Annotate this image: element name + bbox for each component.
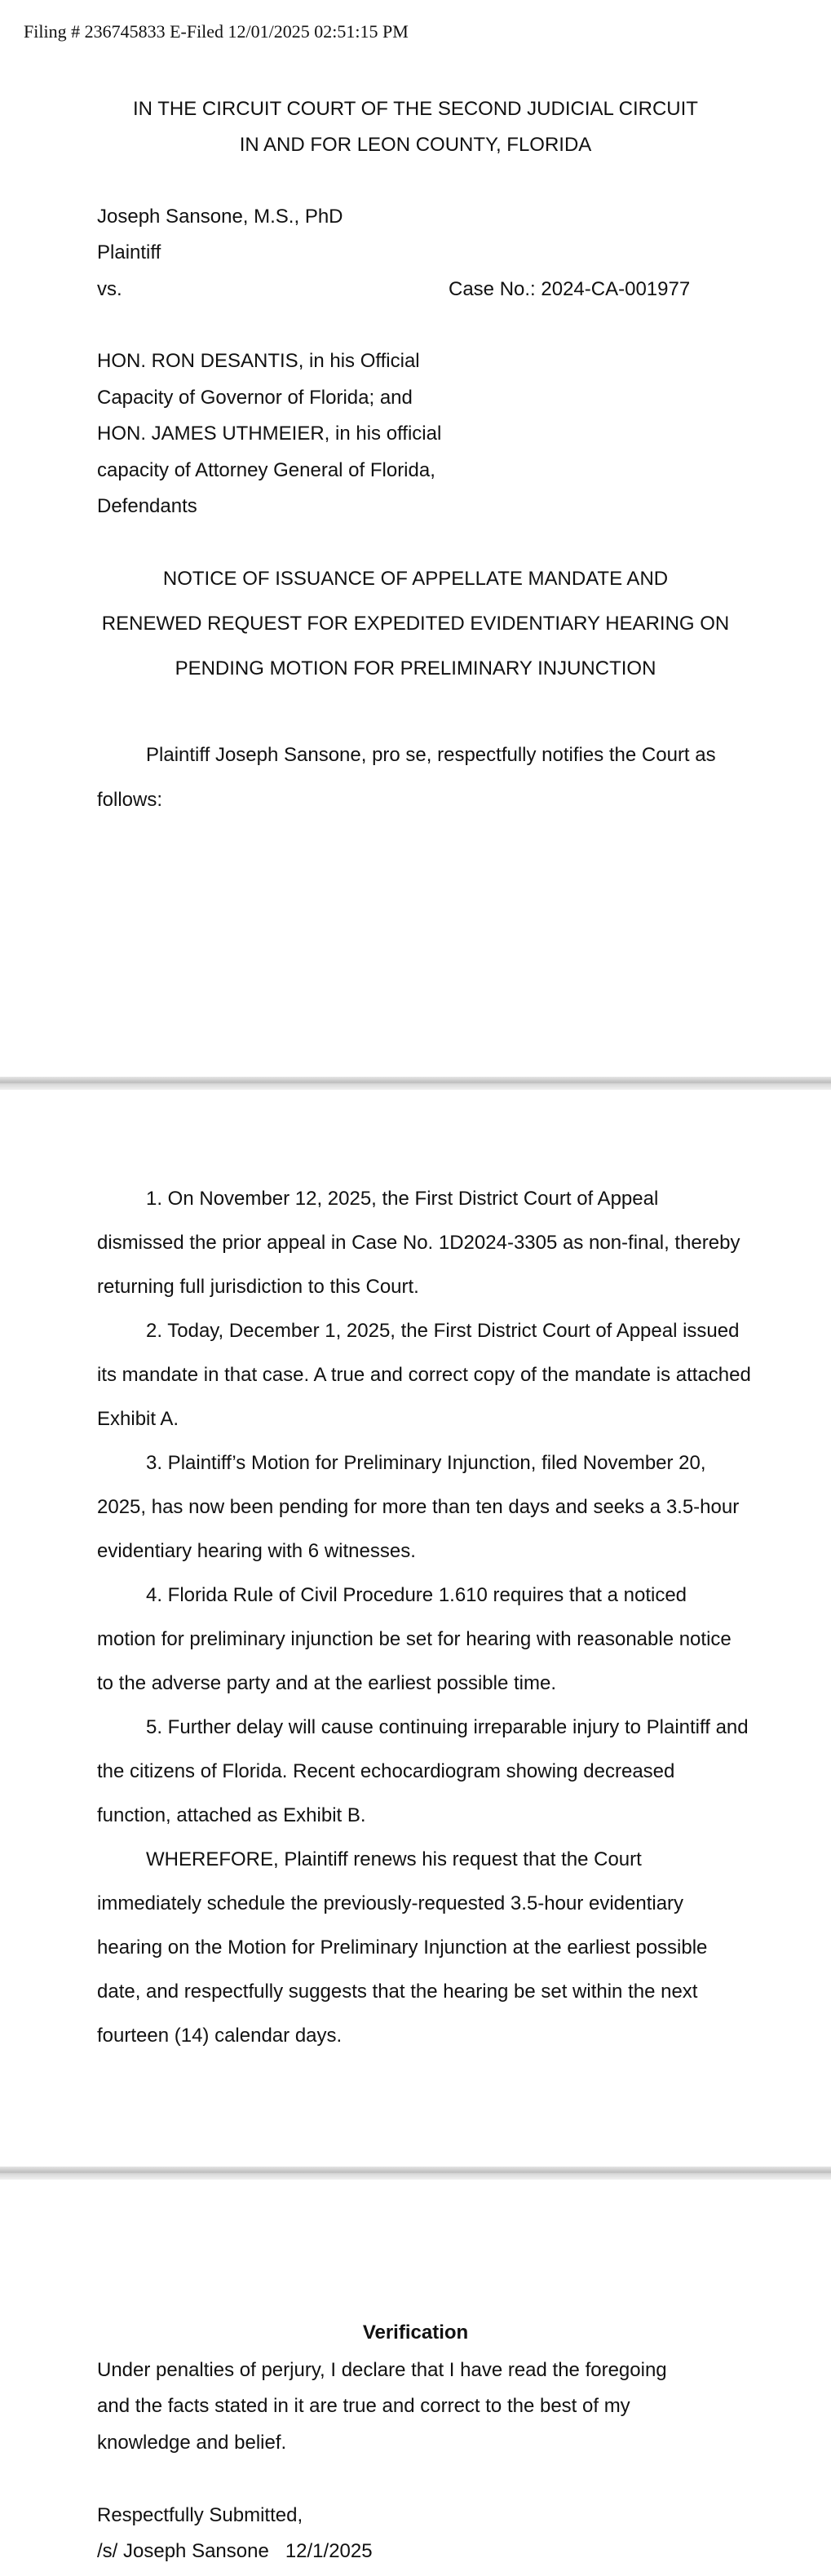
plaintiff-name: Joseph Sansone, M.S., PhD [97, 206, 343, 228]
paragraph-2-line: 2. Today, December 1, 2025, the First District Court of Appeal issued [146, 1320, 740, 1342]
court-line-1: IN THE CIRCUIT COURT OF THE SECOND JUDICIAL CIRCUIT [133, 98, 698, 120]
court-line-2: IN AND FOR LEON COUNTY, FLORIDA [239, 134, 592, 156]
title-line-2: RENEWED REQUEST FOR EXPEDITED EVIDENTIARY HEARING ON [101, 613, 730, 635]
intro-line-1: Plaintiff Joseph Sansone, pro se, respectfully notifies the Court as [146, 744, 716, 766]
page-separator [0, 1077, 831, 1090]
paragraph-1-line: 1. On November 12, 2025, the First District Court of Appeal [146, 1188, 659, 1210]
verification-heading: Verification [362, 2321, 469, 2344]
paragraph-5-line: the citizens of Florida. Recent echocardiogram showing decreased [97, 1760, 675, 1782]
paragraph-4-line: motion for preliminary injunction be set for hearing with reasonable notice [97, 1628, 732, 1650]
paragraph-4-line: 4. Florida Rule of Civil Procedure 1.610 requires that a noticed [146, 1584, 687, 1606]
paragraph-5-line: 5. Further delay will cause continuing irreparable injury to Plaintiff and [146, 1716, 749, 1738]
defendant-line: capacity of Attorney General of Florida, [97, 459, 435, 481]
wherefore-line: hearing on the Motion for Preliminary Injunction at the earliest possible [97, 1936, 708, 1959]
paragraph-3-line: 3. Plaintiff’s Motion for Preliminary Injunction, filed November 20, [146, 1452, 706, 1474]
defendant-line: Capacity of Governor of Florida; and [97, 387, 413, 409]
plaintiff-label: Plaintiff [97, 241, 161, 263]
wherefore-line: fourteen (14) calendar days. [97, 2025, 343, 2047]
title-line-1: NOTICE OF ISSUANCE OF APPELLATE MANDATE AND [162, 568, 669, 590]
paragraph-1-line: returning full jurisdiction to this Court. [97, 1276, 419, 1298]
verification-line: Under penalties of perjury, I declare that I have read the foregoing [97, 2359, 667, 2381]
verification-line: and the facts stated in it are true and correct to the best of my [97, 2395, 630, 2417]
case-number: Case No.: 2024-CA-001977 [449, 278, 691, 300]
respectfully-submitted: Respectfully Submitted, [97, 2504, 303, 2526]
page-3 [0, 2180, 831, 2576]
defendant-line: HON. RON DESANTIS, in his Official [97, 350, 420, 372]
page-2 [0, 1090, 831, 2167]
paragraph-3-line: evidentiary hearing with 6 witnesses. [97, 1540, 416, 1562]
paragraph-3-line: 2025, has now been pending for more than ten days and seeks a 3.5-hour [97, 1496, 740, 1518]
title-line-3: PENDING MOTION FOR PRELIMINARY INJUNCTION [175, 657, 656, 679]
paragraph-2-line: Exhibit A. [97, 1408, 179, 1430]
wherefore-line: date, and respectfully suggests that the hearing be set within the next [97, 1981, 698, 2003]
paragraph-2-line: its mandate in that case. A true and correct copy of the mandate is attached [97, 1364, 751, 1386]
paragraph-1-line: dismissed the prior appeal in Case No. 1D2024-3305 as non-final, thereby [97, 1232, 740, 1254]
paragraph-4-line: to the adverse party and at the earliest possible time. [97, 1672, 556, 1694]
page-1 [0, 0, 831, 1077]
signature-line: /s/ Joseph Sansone 12/1/2025 [97, 2540, 373, 2562]
defendants-label: Defendants [97, 495, 197, 517]
page-separator [0, 2167, 831, 2180]
defendant-line: HON. JAMES UTHMEIER, in his official [97, 423, 442, 445]
versus: vs. [97, 278, 122, 300]
wherefore-line: immediately schedule the previously-requested 3.5-hour evidentiary [97, 1892, 684, 1914]
intro-line-2: follows: [97, 789, 163, 811]
paragraph-5-line: function, attached as Exhibit B. [97, 1804, 366, 1826]
wherefore-line: WHEREFORE, Plaintiff renews his request that the Court [146, 1848, 642, 1870]
verification-line: knowledge and belief. [97, 2432, 287, 2454]
filing-stamp: Filing # 236745833 E-Filed 12/01/2025 02:51:15 PM [24, 21, 409, 42]
